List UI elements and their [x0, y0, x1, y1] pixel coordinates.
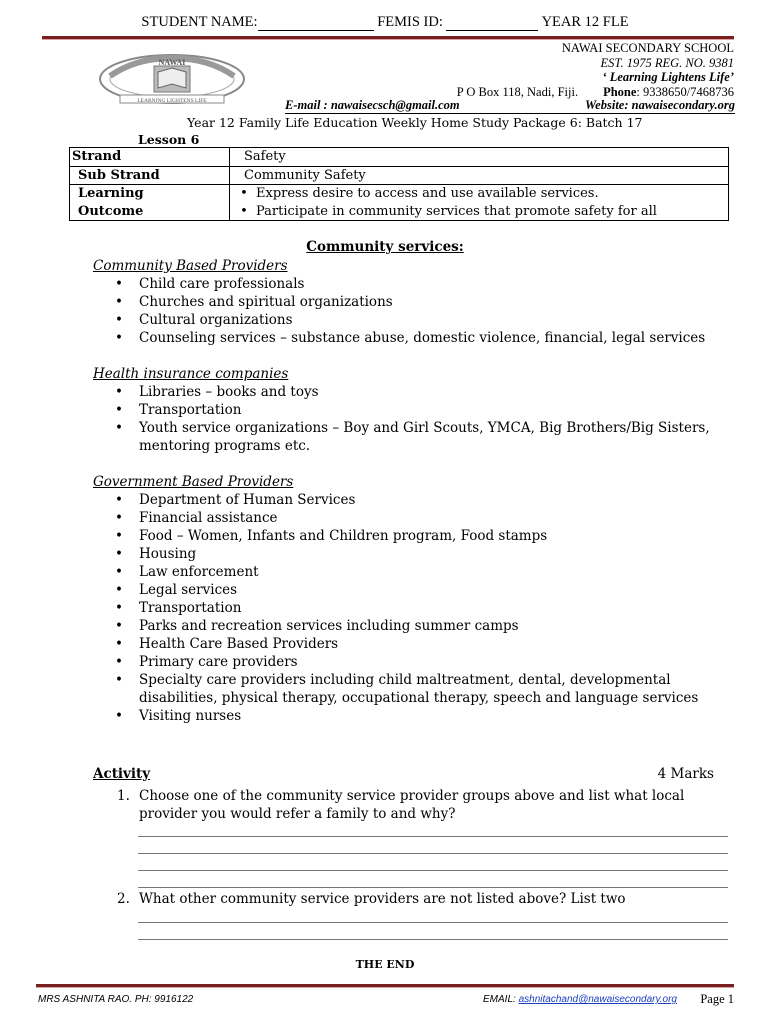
- list-item: • Financial assistance: [115, 509, 733, 527]
- list-item: • Housing: [115, 545, 733, 563]
- school-motto: ‘ Learning Lightens Life’: [602, 70, 734, 85]
- footer-email-label: EMAIL:: [483, 994, 516, 1005]
- list-item: • Specialty care providers including child maltreatment, dental, developmental disabilities, physical therapy, occupational therapy, speech and language services: [115, 671, 733, 707]
- list-item: • Churches and spiritual organizations: [115, 293, 733, 311]
- header-divider: [42, 36, 734, 40]
- activity-marks: 4 Marks: [657, 766, 714, 782]
- group-list: [115, 275, 733, 347]
- school-address: P O Box 118, Nadi, Fiji.: [456, 84, 579, 99]
- list-item: • Health Care Based Providers: [115, 635, 733, 653]
- the-end: THE END: [355, 958, 415, 971]
- list-item: • Youth service organizations – Boy and Girl Scouts, YMCA, Big Brothers/Big Sisters, mentoring programs etc.: [115, 419, 733, 455]
- list-item: • Visiting nurses: [115, 707, 733, 725]
- outcome-item: • Participate in community services that promote safety for all: [232, 203, 728, 221]
- section-title: Community services:: [306, 239, 464, 255]
- list-item: • Child care professionals: [115, 275, 733, 293]
- substrand-label: Sub Strand: [70, 166, 230, 185]
- school-details: [457, 41, 734, 99]
- school-email[interactable]: E-mail : nawaisecsch@gmail.com: [285, 98, 460, 112]
- school-est: EST. 1975 REG. NO. 9381: [600, 55, 734, 70]
- contact-divider: [285, 113, 735, 114]
- school-name: NAWAI SECONDARY SCHOOL: [561, 41, 734, 55]
- answer-line[interactable]: [138, 939, 728, 940]
- question-text: What other community service providers are not listed above? List two: [139, 891, 626, 907]
- student-name-blank[interactable]: [258, 17, 374, 31]
- student-name-label: STUDENT NAME:: [141, 14, 258, 30]
- strand-row: [70, 148, 729, 167]
- answer-line[interactable]: [138, 870, 728, 871]
- answer-line[interactable]: [138, 853, 728, 854]
- learning-outcome-values: [230, 185, 729, 221]
- list-item: • Libraries – books and toys: [115, 383, 733, 401]
- school-contact: [285, 98, 735, 113]
- page-number: Page 1: [700, 992, 734, 1006]
- list-item: • Counseling services – substance abuse, domestic violence, financial, legal services: [115, 329, 733, 347]
- lesson-label: Lesson 6: [138, 132, 200, 147]
- list-item: • Legal services: [115, 581, 733, 599]
- phone-number: : 9338650/7468736: [636, 84, 734, 99]
- school-logo: [96, 52, 248, 106]
- list-item: • Parks and recreation services including summer camps: [115, 617, 733, 635]
- list-item: • Transportation: [115, 401, 733, 419]
- provider-lists: [93, 257, 733, 725]
- phone-label: Phone: [603, 84, 637, 99]
- group-list: [115, 383, 733, 455]
- footer-teacher: MRS ASHNITA RAO. PH: 9916122: [38, 994, 194, 1005]
- group-list: [115, 491, 733, 725]
- outcome-table: [69, 147, 729, 221]
- student-info-line: [0, 14, 770, 31]
- answer-line[interactable]: [138, 887, 728, 888]
- package-title: Year 12 Family Life Education Weekly Home Study Package 6: Batch 17: [187, 115, 643, 130]
- group-heading: Health insurance companies: [93, 366, 289, 382]
- footer-email-link[interactable]: ashnitachand@nawaisecondary.org: [518, 994, 677, 1005]
- question-1: [117, 787, 717, 823]
- school-website[interactable]: Website: nawaisecondary.org: [585, 98, 735, 112]
- femis-id-blank[interactable]: [446, 17, 538, 31]
- group-heading: Government Based Providers: [93, 474, 294, 490]
- strand-label: Strand: [70, 148, 230, 167]
- list-item: • Primary care providers: [115, 653, 733, 671]
- question-number: 2.: [117, 891, 130, 907]
- list-item: • Cultural organizations: [115, 311, 733, 329]
- femis-id-label: FEMIS ID:: [377, 14, 443, 30]
- question-2: [117, 890, 717, 908]
- list-item: • Law enforcement: [115, 563, 733, 581]
- question-number: 1.: [117, 788, 130, 804]
- footer-email: [483, 994, 677, 1005]
- svg-text:LEARNING LIGHTENS LIFE: LEARNING LIGHTENS LIFE: [137, 98, 207, 104]
- list-item: • Food – Women, Infants and Children program, Food stamps: [115, 527, 733, 545]
- outcome-item: • Express desire to access and use available services.: [232, 185, 728, 203]
- year-label: YEAR 12 FLE: [541, 14, 629, 30]
- answer-line[interactable]: [138, 836, 728, 837]
- substrand-row: [70, 166, 729, 185]
- activity-label: Activity: [93, 766, 151, 782]
- svg-text:NAWAI: NAWAI: [158, 58, 186, 67]
- learning-outcome-row: [70, 185, 729, 221]
- answer-line[interactable]: [138, 922, 728, 923]
- question-text: Choose one of the community service provider groups above and list what local provider you would refer a family to and why?: [139, 788, 685, 822]
- list-item: • Department of Human Services: [115, 491, 733, 509]
- strand-value: Safety: [230, 148, 729, 167]
- group-heading: Community Based Providers: [93, 258, 288, 274]
- learning-outcome-label: Learning Outcome: [70, 185, 230, 221]
- list-item: • Transportation: [115, 599, 733, 617]
- substrand-value: Community Safety: [230, 166, 729, 185]
- footer-divider: [36, 984, 734, 988]
- activity-header: [93, 766, 714, 782]
